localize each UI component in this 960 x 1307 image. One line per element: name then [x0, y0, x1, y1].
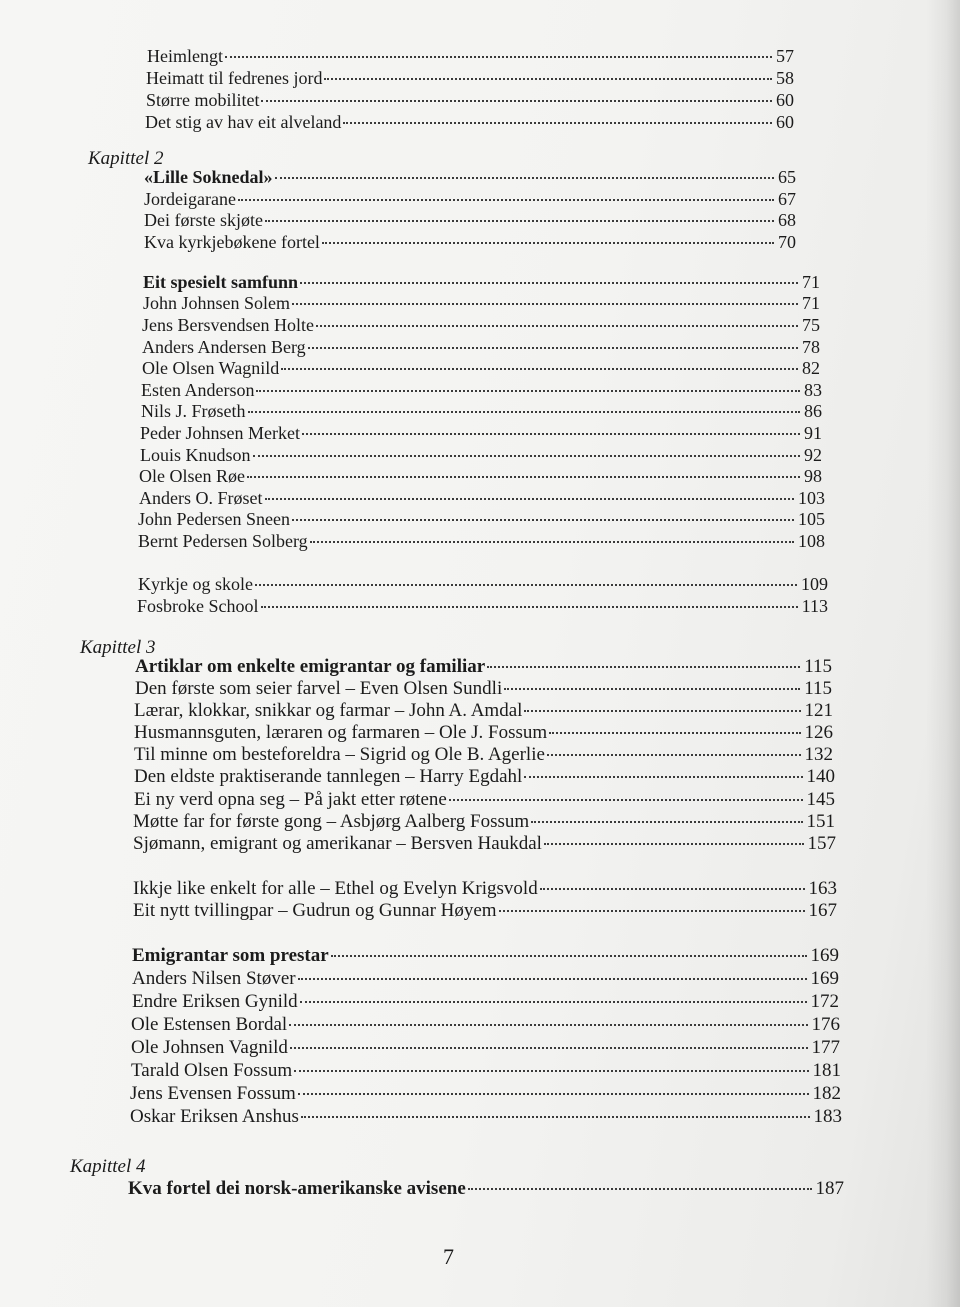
toc-entry — [141, 399, 822, 423]
toc-entry-title: Ole Johnsen Vagnild — [131, 1037, 288, 1058]
toc-entry-page: 121 — [804, 700, 833, 721]
leader-dots — [322, 242, 774, 244]
leader-dots — [468, 1188, 812, 1190]
toc-entry-page: 169 — [810, 945, 839, 966]
toc-entry — [128, 1177, 844, 1201]
toc-entry-page: 60 — [776, 112, 794, 132]
leader-dots — [316, 325, 798, 327]
leader-dots — [343, 122, 772, 124]
toc-entry-title: Anders Andersen Berg — [142, 337, 306, 357]
toc-entry — [134, 743, 833, 767]
toc-entry-page: 176 — [811, 1014, 840, 1035]
toc-entry — [138, 572, 828, 596]
leader-dots — [256, 390, 800, 392]
toc-entry-title: Ei ny verd opna seg – På jakt etter røtene — [134, 789, 447, 810]
leader-dots — [298, 1093, 809, 1095]
leader-dots — [294, 1070, 808, 1072]
toc-entry-title: Dei første skjøte — [144, 210, 263, 230]
toc-entry-title: Anders Nilsen Støver — [132, 968, 296, 989]
toc-entry — [147, 44, 794, 68]
toc-entry-page: 98 — [804, 466, 822, 486]
leader-dots — [499, 910, 805, 912]
chapter-label: Kapittel 2 — [88, 148, 164, 169]
toc-entry-page: 169 — [810, 968, 839, 989]
toc-entry-title: Det stig av hav eit alveland — [145, 112, 342, 132]
toc-entry-title: Ole Olsen Røe — [139, 466, 245, 486]
toc-entry-page: 181 — [812, 1060, 841, 1081]
toc-entry-page: 86 — [804, 401, 822, 421]
leader-dots — [449, 799, 803, 801]
toc-entry-page: 65 — [778, 167, 796, 187]
leader-dots — [302, 433, 800, 435]
toc-entry-title: Sjømann, emigrant og amerikanar – Bersven Haukdal — [133, 833, 542, 854]
toc-entry-title: John Pedersen Sneen — [138, 509, 290, 529]
toc-entry-page: 132 — [804, 744, 833, 765]
toc-entry — [132, 944, 839, 968]
leader-dots — [300, 282, 798, 284]
toc-entry — [133, 877, 837, 901]
leader-dots — [331, 955, 807, 957]
leader-dots — [531, 821, 802, 823]
toc-entry-title: Lærar, klokkar, snikkar og farmar – John A. Amdal — [134, 700, 523, 721]
toc-entry-title: Nils J. Frøseth — [141, 401, 246, 421]
toc-entry-page: 187 — [815, 1178, 844, 1199]
toc-entry-title: Artiklar om enkelte emigrantar og familiar — [135, 656, 486, 677]
toc-entry-page: 75 — [802, 315, 820, 335]
leader-dots — [324, 78, 772, 80]
toc-entry-page: 109 — [801, 574, 828, 594]
toc-entry-title: Kva kyrkjebøkene fortel — [144, 232, 320, 252]
leader-dots — [544, 843, 804, 845]
toc-entry — [142, 313, 820, 337]
toc-entry-title: Den eldste praktiserande tannlegen – Harry Egdahl — [134, 766, 523, 787]
toc-entry-page: 60 — [776, 90, 794, 110]
toc-entry-page: 145 — [806, 789, 835, 810]
leader-dots — [298, 978, 807, 980]
toc-entry — [144, 230, 796, 254]
toc-entry — [137, 594, 828, 618]
toc-entry — [133, 899, 837, 923]
leader-dots — [238, 199, 774, 201]
leader-dots — [487, 666, 800, 668]
toc-entry — [130, 1082, 841, 1106]
toc-entry-title: John Johnsen Solem — [143, 293, 291, 313]
toc-entry-title: Jens Evensen Fossum — [130, 1083, 296, 1104]
toc-entry — [138, 529, 825, 553]
toc-entry-page: 115 — [804, 656, 832, 677]
toc-entry-page: 57 — [776, 46, 794, 66]
toc-entry — [130, 1105, 842, 1129]
toc-entry-page: 172 — [810, 991, 839, 1012]
toc-entry-page: 83 — [804, 380, 822, 400]
leader-dots — [255, 584, 797, 586]
leader-dots — [504, 688, 800, 690]
leader-dots — [247, 476, 800, 478]
toc-entry-page: 71 — [802, 272, 820, 292]
toc-entry-title: Jens Bersvendsen Holte — [142, 315, 314, 335]
leader-dots — [253, 455, 800, 457]
toc-entry — [145, 110, 794, 134]
toc-entry-title: Husmannsguten, læraren og farmaren – Ole J. Fossum — [134, 722, 548, 743]
toc-entry — [134, 699, 833, 723]
toc-entry-page: 92 — [804, 445, 822, 465]
toc-entry-title: Ole Estensen Bordal — [131, 1014, 288, 1035]
toc-entry-title: Heimlengt — [147, 46, 223, 66]
toc-entry — [135, 655, 832, 679]
leader-dots — [248, 411, 800, 413]
toc-entry — [131, 1013, 840, 1037]
toc-entry — [146, 88, 794, 112]
toc-entry — [132, 967, 839, 991]
toc-entry-page: 68 — [778, 210, 796, 230]
leader-dots — [265, 220, 774, 222]
toc-entry-title: Større mobilitet — [146, 90, 260, 110]
toc-entry-page: 151 — [806, 811, 835, 832]
toc-entry-page: 58 — [776, 68, 794, 88]
leader-dots — [289, 1024, 807, 1026]
toc-entry-page: 108 — [798, 531, 825, 551]
toc-entry — [144, 208, 796, 232]
leader-dots — [300, 1001, 807, 1003]
toc-entry-page: 157 — [807, 833, 836, 854]
toc-entry — [138, 507, 825, 531]
page-number: 7 — [443, 1244, 454, 1269]
toc-entry — [134, 765, 835, 789]
leader-dots — [540, 888, 805, 890]
toc-entry-page: 82 — [802, 358, 820, 378]
toc-entry-page: 177 — [811, 1037, 840, 1058]
leader-dots — [265, 498, 795, 500]
toc-entry-page: 126 — [804, 722, 833, 743]
toc-entry-title: Heimatt til fedrenes jord — [146, 68, 323, 88]
leader-dots — [290, 1047, 808, 1049]
leader-dots — [261, 606, 798, 608]
toc-entry-page: 70 — [778, 232, 796, 252]
toc-entry-title: Den første som seier farvel – Even Olsen Sundli — [135, 678, 503, 699]
toc-entry-page: 182 — [812, 1083, 841, 1104]
toc-entry-page: 163 — [808, 878, 837, 899]
toc-entry-page: 113 — [801, 596, 828, 616]
toc-entry-title: Møtte far for første gong – Asbjørg Aalberg Fossum — [133, 811, 530, 832]
toc-entry-title: Esten Anderson — [141, 380, 255, 400]
toc-entry-title: Kyrkje og skole — [138, 574, 253, 594]
toc-entry-page: 103 — [798, 488, 825, 508]
chapter-label: Kapittel 3 — [80, 637, 156, 658]
toc-entry-page: 115 — [804, 678, 832, 699]
toc-entry — [140, 421, 822, 445]
toc-entry-title: Eit spesielt samfunn — [143, 272, 299, 292]
toc-entry-page: 71 — [802, 293, 820, 313]
leader-dots — [261, 100, 772, 102]
toc-entry-title: Fosbroke School — [137, 596, 259, 616]
toc-entry-title: Eit nytt tvillingpar – Gudrun og Gunnar Høyem — [133, 900, 497, 921]
toc-entry-page: 91 — [804, 423, 822, 443]
toc-entry — [142, 356, 820, 380]
toc-entry — [131, 1059, 841, 1083]
toc-entry — [131, 1036, 840, 1060]
leader-dots — [524, 776, 802, 778]
toc-entry-title: «Lille Soknedal» — [144, 167, 273, 187]
toc-entry-title: Oskar Eriksen Anshus — [130, 1106, 299, 1127]
toc-entry-page: 78 — [802, 337, 820, 357]
leader-dots — [310, 541, 794, 543]
toc-entry-page: 140 — [806, 766, 835, 787]
page-edge-shadow — [926, 0, 960, 1307]
leader-dots — [301, 1116, 810, 1118]
toc-entry-page: 167 — [808, 900, 837, 921]
leader-dots — [547, 754, 801, 756]
toc-entry-title: Ikkje like enkelt for alle – Ethel og Evelyn Krigsvold — [133, 878, 538, 899]
toc-entry-title: Kva fortel dei norsk-amerikanske avisene — [128, 1178, 466, 1199]
toc-entry-title: Tarald Olsen Fossum — [131, 1060, 293, 1081]
leader-dots — [225, 56, 772, 58]
leader-dots — [549, 732, 800, 734]
toc-entry-page: 183 — [813, 1106, 842, 1127]
toc-entry — [133, 832, 836, 856]
toc-entry — [135, 677, 832, 701]
toc-entry-title: Ole Olsen Wagnild — [142, 358, 280, 378]
toc-entry — [134, 721, 833, 745]
toc-entry-title: Endre Eriksen Gynild — [132, 991, 298, 1012]
leader-dots — [308, 347, 798, 349]
toc-entry — [133, 810, 835, 834]
toc-entry-page: 67 — [778, 189, 796, 209]
toc-entry — [132, 990, 839, 1014]
toc-entry-title: Peder Johnsen Merket — [140, 423, 300, 443]
leader-dots — [281, 368, 798, 370]
toc-entry — [143, 291, 820, 315]
toc-entry-title: Louis Knudson — [140, 445, 251, 465]
chapter-label: Kapittel 4 — [70, 1156, 146, 1177]
toc-entry-page: 105 — [798, 509, 825, 529]
toc-entry — [144, 165, 796, 189]
toc-entry-title: Bernt Pedersen Solberg — [138, 531, 308, 551]
toc-entry — [146, 66, 794, 90]
toc-entry-title: Til minne om besteforeldra – Sigrid og Ole B. Agerlie — [134, 744, 545, 765]
toc-entry-title: Emigrantar som prestar — [132, 945, 329, 966]
leader-dots — [275, 177, 774, 179]
leader-dots — [292, 303, 798, 305]
toc-entry — [139, 464, 822, 488]
leader-dots — [292, 519, 794, 521]
toc-entry-title: Jordeigarane — [144, 189, 236, 209]
leader-dots — [524, 710, 800, 712]
toc-entry-title: Anders O. Frøset — [139, 488, 263, 508]
toc-entry — [134, 788, 835, 812]
